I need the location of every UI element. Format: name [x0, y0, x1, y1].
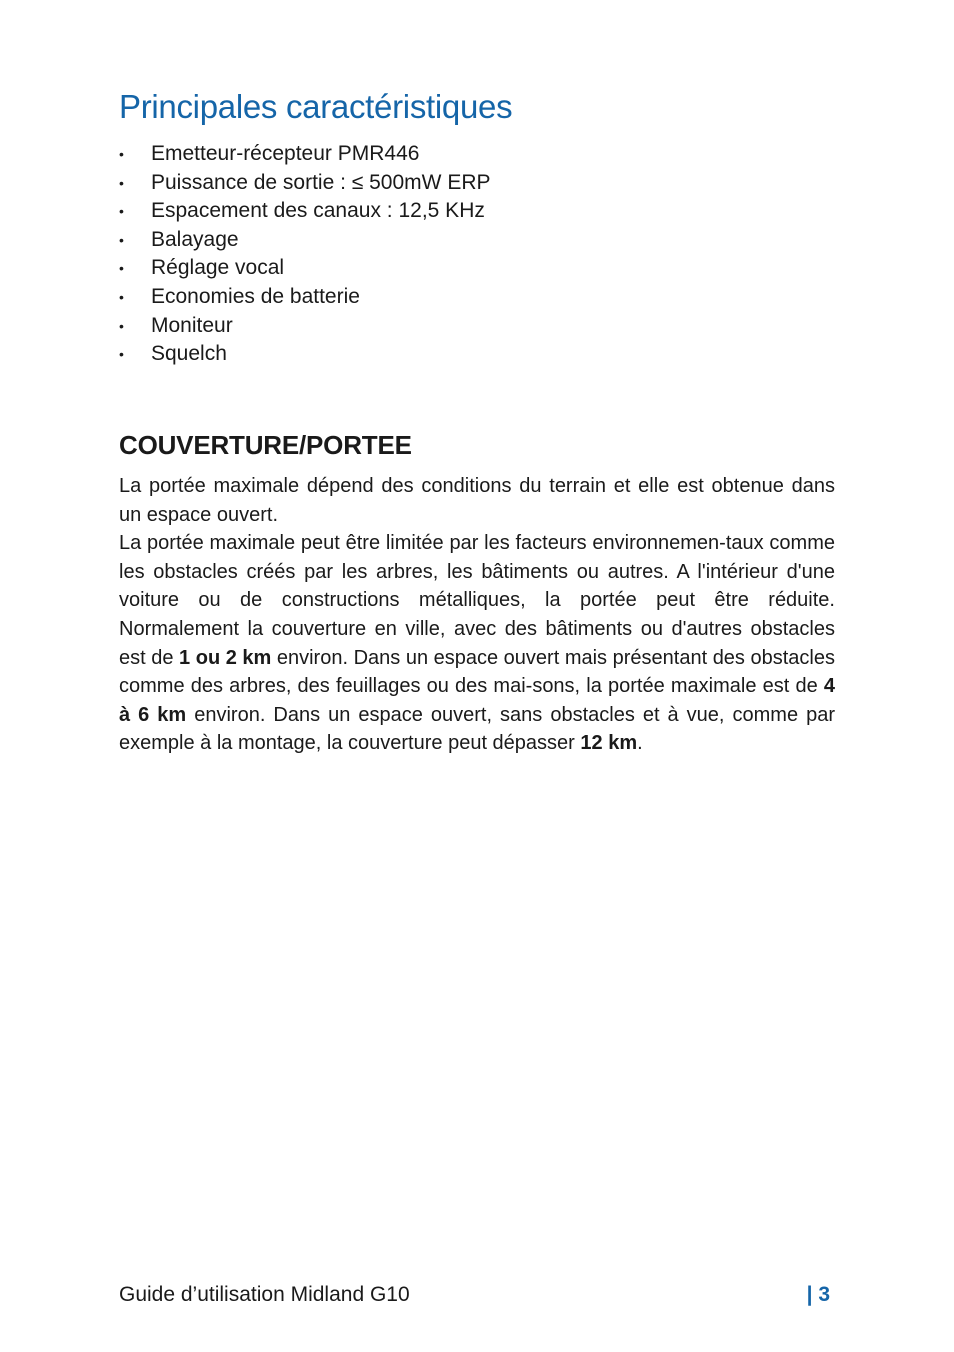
footer-guide-title: Guide d’utilisation Midland G10 [119, 1283, 410, 1306]
bullet: • [119, 346, 124, 363]
list-item [119, 140, 491, 169]
paragraph-text: environ. Dans un espace ouvert, sans obstacles et à vue, comme par exemple à la montage, la couverture peut dépasser [119, 703, 836, 755]
paragraph: La portée maximale dépend des conditions du terrain et elle est obtenue dans un espace ouvert. [119, 475, 835, 526]
page-number [807, 1283, 830, 1307]
bullet: • [119, 260, 124, 277]
feature-text: Squelch [151, 342, 227, 366]
bullet: • [119, 288, 124, 305]
section-heading: COUVERTURE/PORTEE [119, 430, 412, 460]
page-separator: | [806, 1283, 813, 1306]
list-item [119, 197, 491, 226]
paragraph-text: La portée maximale peut être limitée par les facteurs environnemen-taux comme les obstacles créés par les arbres, les bâtiments ou autres. A l'intérieur d'une voiture ou de constructions métalliques, la portée peut être réduite. Normalement la couverture en ville, avec des bâtiments ou d'autres obstacles est de [119, 532, 835, 669]
bullet: • [119, 203, 124, 220]
page-title: Principales caractéristiques [119, 88, 513, 125]
bullet: • [119, 231, 124, 248]
feature-text: Espacement des canaux : 12,5 KHz [151, 199, 485, 223]
bullet: • [119, 174, 124, 191]
feature-text: Réglage vocal [151, 256, 285, 280]
section-body [119, 472, 835, 758]
feature-text: Balayage [151, 227, 239, 251]
list-item [119, 283, 491, 312]
list-item [119, 340, 491, 369]
list-item [119, 169, 491, 198]
paragraph-text: . [637, 732, 643, 755]
range-value: 12 km [580, 732, 638, 755]
feature-text: Puissance de sortie : ≤ 500mW ERP [151, 170, 491, 194]
features-list [119, 140, 491, 369]
range-value: 1 ou 2 km [179, 646, 272, 669]
list-item [119, 226, 491, 255]
paragraph-text: environ. Dans un espace ouvert mais présentant des obstacles comme des arbres, des feuillages ou des mai-sons, la portée maximale est de [119, 646, 835, 698]
list-item [119, 312, 491, 341]
page-number-value: 3 [818, 1283, 830, 1306]
list-item [119, 254, 491, 283]
range-value: 4 à 6 km [119, 675, 835, 726]
paragraph [119, 529, 835, 758]
feature-text: Emetteur-récepteur PMR446 [151, 142, 420, 165]
feature-text: Economies de batterie [151, 284, 360, 308]
bullet: • [119, 146, 124, 162]
feature-text: Moniteur [151, 313, 233, 337]
bullet: • [119, 317, 124, 334]
